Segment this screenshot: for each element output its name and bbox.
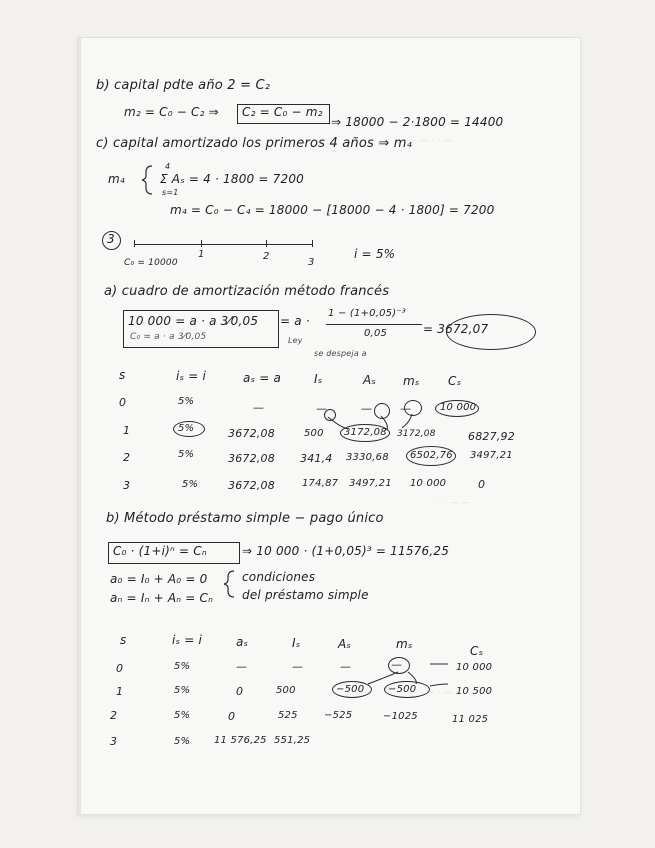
annuity-result: = 3672,07 (423, 322, 489, 336)
t1-r2-As: 3330,68 (346, 452, 389, 463)
part-b2-header: b) Método préstamo simple − pago único (106, 511, 384, 526)
t1-r0-ms: — (400, 402, 412, 415)
t2-r2-s: 2 (110, 709, 118, 722)
table2-annotation-arrows (78, 38, 580, 814)
t2-header-as: aₛ (236, 635, 249, 649)
timeline-tick (134, 240, 135, 247)
t1-header-As: Aₛ (363, 373, 377, 387)
t2-r1-is: 5% (174, 685, 191, 696)
t1-r3-is: 5% (182, 479, 199, 490)
part-b-m2: m₂ = C₀ − C₂ ⇒ (124, 105, 219, 119)
t1-r0-Cs: 10 000 (440, 402, 477, 413)
annuity-equation-sub: C₀ = a · a 3⁄0,05 (130, 332, 207, 342)
t2-header-ms: mₛ (396, 637, 413, 651)
condition-label-2: del préstamo simple (242, 588, 369, 602)
t1-r0-as: — (253, 401, 265, 414)
table1-annotation-arrows (78, 38, 580, 814)
annuity-denominator: 0,05 (364, 328, 388, 339)
t1-r1-ms: 3172,08 (397, 429, 436, 439)
t1-r2-is: 5% (178, 449, 195, 460)
t1-r2-Is: 341,4 (300, 452, 333, 465)
part-c-m4: m₄ (108, 172, 125, 186)
t1-r3-s: 3 (123, 479, 131, 492)
t1-r1-is: 5% (178, 423, 195, 434)
t2-r0-Is: — (292, 660, 304, 673)
t2-r0-s: 0 (116, 662, 124, 675)
annuity-small-left: Ley (288, 336, 303, 345)
t1-header-as: aₛ = a (243, 371, 282, 385)
t1-header-is: iₛ = i (176, 369, 207, 383)
t1-r0-Is: — (316, 402, 328, 415)
t2-r0-Cs: 10 000 (456, 662, 493, 673)
part-c-result: m₄ = C₀ − C₄ = 18000 − [18000 − 4 · 1800] = 7200 (170, 203, 495, 217)
t2-r1-ms: −500 (388, 684, 417, 695)
paper-edge (78, 38, 81, 814)
condition-label-1: condiciones (242, 570, 316, 584)
t1-r3-Is: 174,87 (302, 478, 339, 489)
t2-header-is: iₛ = i (172, 633, 203, 647)
t2-r3-as: 11 576,25 (214, 735, 267, 746)
t1-r1-as: 3672,08 (228, 427, 275, 440)
timeline-rate: i = 5% (354, 247, 396, 261)
t2-r2-ms: −1025 (383, 711, 418, 722)
t2-r1-as: 0 (236, 685, 244, 698)
annuity-small-note: se despeja a (314, 349, 367, 358)
exercise-number: 3 (107, 232, 115, 246)
bleed-through: — · — · — (408, 688, 453, 698)
t2-r1-s: 1 (116, 685, 124, 698)
t2-r0-as: — (236, 660, 248, 673)
brace-svg-2 (78, 38, 580, 814)
condition-line-1: a₀ = I₀ + A₀ = 0 (110, 572, 208, 586)
t1-r1-s: 1 (123, 424, 131, 437)
timeline-label-2: 2 (263, 251, 270, 262)
t1-header-Is: Iₛ (314, 372, 323, 386)
simple-loan-result: ⇒ 10 000 · (1+0,05)³ = 11576,25 (242, 544, 450, 558)
t1-r2-s: 2 (123, 451, 131, 464)
t2-r2-is: 5% (174, 710, 191, 721)
timeline-label-3: 3 (308, 257, 315, 268)
t1-r2-as: 3672,08 (228, 452, 275, 465)
t2-r1-As: −500 (336, 684, 365, 695)
note-circle (374, 403, 390, 419)
t1-r3-ms: 10 000 (410, 478, 447, 489)
t2-r0-As: — (340, 660, 352, 673)
part-b-header: b) capital pdte año 2 = C₂ (96, 78, 271, 93)
sum-upper-index: 4 (165, 162, 171, 171)
t2-header-Is: Iₛ (292, 636, 301, 650)
t1-r3-Cs: 0 (478, 478, 486, 491)
t1-r0-As: — (361, 402, 373, 415)
t1-header-Cs: Cₛ (448, 374, 462, 388)
simple-loan-formula: C₀ · (1+i)ⁿ = Cₙ (113, 544, 207, 558)
sum-lower-index: s=1 (162, 188, 179, 197)
t2-r2-Is: 525 (278, 710, 298, 721)
t1-r0-is: 5% (178, 396, 195, 407)
t2-r0-is: 5% (174, 661, 191, 672)
t2-header-s: s (120, 633, 127, 647)
bleed-through: · · — — (438, 498, 471, 508)
t1-r3-as: 3672,08 (228, 479, 275, 492)
part-b-boxed-formula: C₂ = C₀ − m₂ (242, 105, 323, 119)
t1-r3-As: 3497,21 (349, 478, 392, 489)
note-circle (404, 400, 422, 416)
part-b-result: ⇒ 18000 − 2·1800 = 14400 (331, 115, 504, 129)
t2-r2-as: 0 (228, 710, 236, 723)
timeline-tick (266, 240, 267, 247)
t2-header-Cs: Cₛ (470, 644, 484, 658)
fraction-bar (326, 324, 422, 325)
t2-r3-Is: 551,25 (274, 735, 311, 746)
part-c-header: c) capital amortizado los primeros 4 años ⇒ m₄ (96, 136, 413, 151)
timeline-tick (201, 240, 202, 247)
timeline-label-1: 1 (198, 249, 205, 260)
t2-r2-As: −525 (324, 710, 353, 721)
t1-r1-As: 3172,08 (344, 427, 387, 438)
t2-r3-s: 3 (110, 735, 118, 748)
annuity-equation: 10 000 = a · a 3⁄0,05 (128, 314, 259, 328)
part-a-header: a) cuadro de amortización método francés (104, 284, 390, 299)
t2-header-As: Aₛ (338, 637, 352, 651)
t2-r2-Cs: 11 025 (452, 714, 489, 725)
t2-r3-is: 5% (174, 736, 191, 747)
t2-r1-Cs: 10 500 (456, 686, 493, 697)
timeline-axis (134, 244, 313, 245)
note-circle (324, 409, 336, 421)
t1-r2-ms: 6502,76 (410, 450, 453, 461)
t1-r1-Cs: 6827,92 (468, 430, 515, 443)
t1-r2-Cs: 3497,21 (470, 450, 513, 461)
timeline-c0: C₀ = 10000 (124, 258, 178, 268)
paper-sheet (78, 38, 580, 814)
bleed-through: — — · · — (408, 136, 453, 146)
annuity-a-times: = a · (280, 314, 310, 328)
part-c-sum: Σ Aₛ = 4 · 1800 = 7200 (160, 172, 305, 186)
annuity-numerator: 1 − (1+0,05)⁻³ (328, 308, 406, 319)
condition-line-2: aₙ = Iₙ + Aₙ = Cₙ (110, 591, 214, 605)
timeline-tick (312, 240, 313, 247)
brace-svg (78, 38, 580, 814)
t2-r1-Is: 500 (276, 685, 296, 696)
t1-r0-s: 0 (119, 396, 127, 409)
t1-header-s: s (119, 368, 126, 382)
t1-r1-Is: 500 (304, 428, 324, 439)
t2-r0-ms: — (391, 658, 403, 671)
t1-header-ms: mₛ (403, 374, 420, 388)
